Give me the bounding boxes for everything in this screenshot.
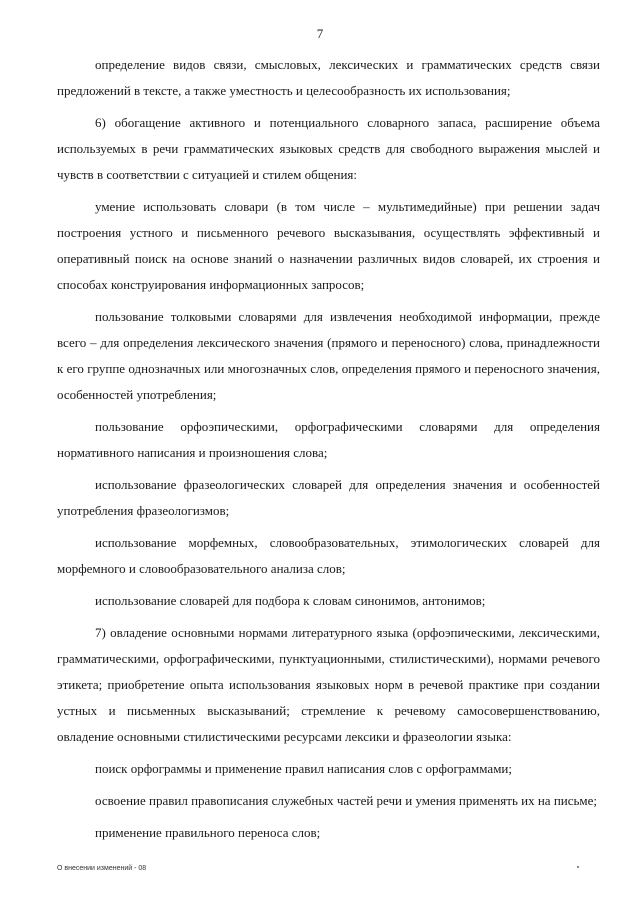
scan-mark	[577, 866, 579, 868]
paragraph: использование морфемных, словообразовательных, этимологических словарей для морфемного и словообразовательного анализа слов;	[57, 535, 600, 576]
footer-note: О внесении изменений - 08	[57, 865, 147, 872]
paragraph: пользование толковыми словарями для извлечения необходимой информации, прежде всего – для определения лексического значения (прямого и переносного) слова, принадлежности к его группе однозначных или многозначных слов, определения прямого и переносного значения, особенностей употребления;	[57, 309, 600, 402]
paragraph: освоение правил правописания служебных частей речи и умения применять их на письме;	[95, 793, 598, 808]
paragraph: применение правильного переноса слов;	[95, 825, 321, 840]
paragraph: 6) обогащение активного и потенциального словарного запаса, расширение объема используемых в речи грамматических языковых средств для свободного выражения мыслей и чувств в соответствии с ситуацией и стилем общения:	[57, 115, 600, 182]
paragraph: умение использовать словари (в том числе – мультимедийные) при решении задач построения устного и письменного речевого высказывания, осуществлять эффективный и оперативный поиск на основе знаний о назначении различных видов словарей, их строения и способах конструирования информационных запросов;	[57, 199, 600, 292]
paragraph: определение видов связи, смысловых, лексических и грамматических средств связи предложений в тексте, а также уместность и целесообразность их использования;	[57, 57, 600, 98]
paragraph: использование фразеологических словарей для определения значения и особенностей употребления фразеологизмов;	[57, 477, 600, 518]
page-number: 7	[316, 26, 324, 41]
paragraph: пользование орфоэпическими, орфографическими словарями для определения нормативного написания и произношения слова;	[57, 419, 600, 460]
paragraph: поиск орфограммы и применение правил написания слов с орфограммами;	[95, 761, 512, 776]
document-body	[57, 52, 600, 852]
paragraph: использование словарей для подбора к словам синонимов, антонимов;	[95, 593, 486, 608]
paragraph: 7) овладение основными нормами литературного языка (орфоэпическими, лексическими, грамматическими, орфографическими, пунктуационными, стилистическими), нормами речевого этикета; приобретение опыта использования языковых норм в речевой практике при создании устных и письменных высказываний; стремление к речевому самосовершенствованию, овладение основными стилистическими ресурсами лексики и фразеологии языка:	[57, 625, 600, 744]
